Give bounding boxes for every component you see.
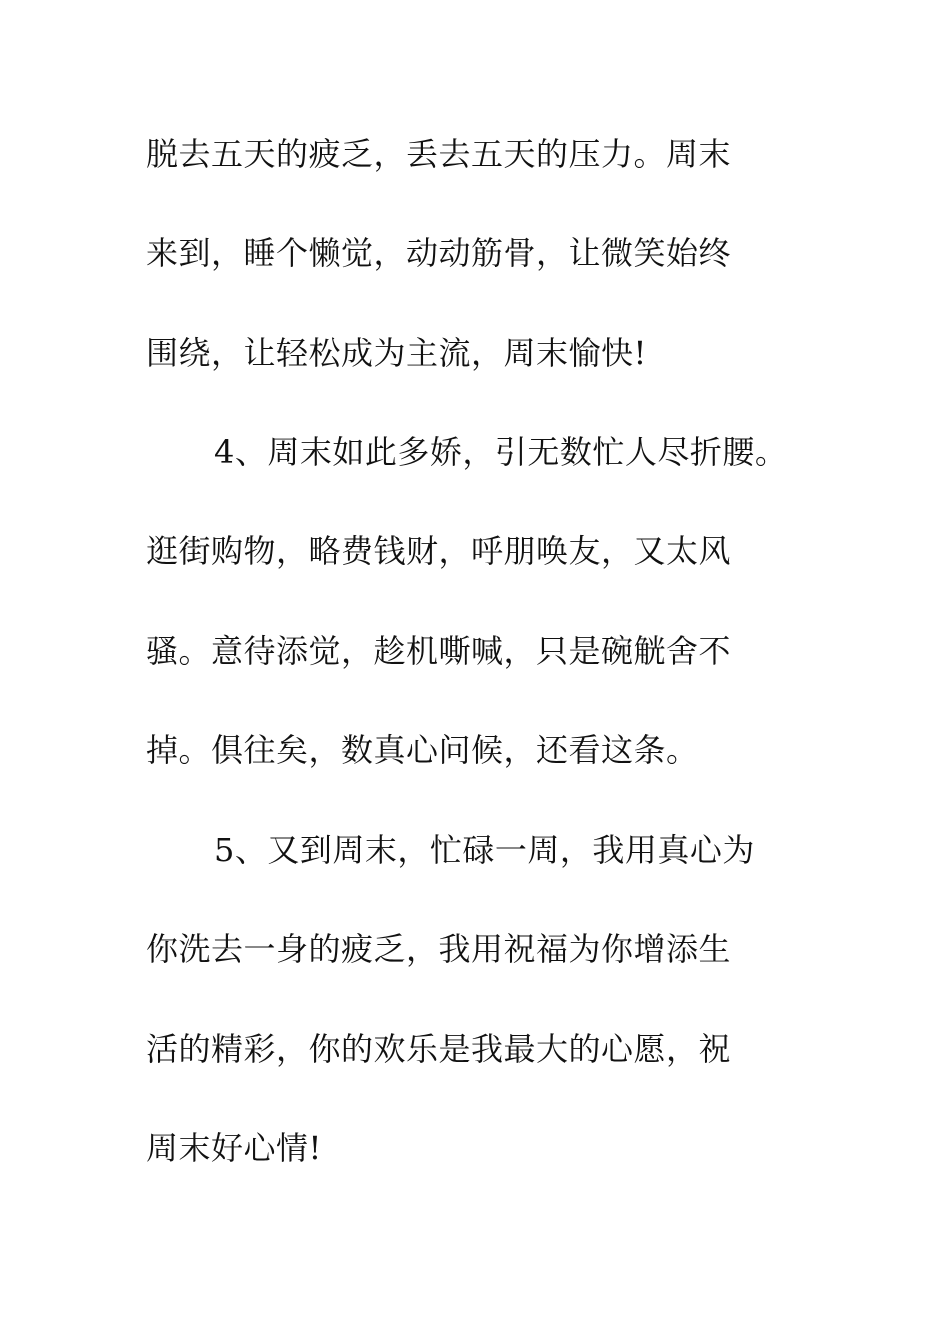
text-line: 掉。俱往矣，数真心问候，还看这条。 — [146, 731, 699, 769]
paragraph-4-first-line: 4、周末如此多娇，引无数忙人尽折腰。 — [214, 433, 788, 471]
text-line: 围绕，让轻松成为主流，周末愉快! — [146, 334, 647, 372]
text-line: 脱去五天的疲乏，丢去五天的压力。周末 — [146, 135, 732, 173]
text-line: 周末好心情! — [146, 1129, 322, 1167]
text-line: 你洗去一身的疲乏，我用祝福为你增添生 — [146, 930, 732, 968]
text-line: 活的精彩，你的欢乐是我最大的心愿，祝 — [146, 1030, 732, 1068]
text-line: 来到，睡个懒觉，动动筋骨，让微笑始终 — [146, 234, 732, 272]
text-line: 逛街购物，略费钱财，呼朋唤友，又太风 — [146, 532, 732, 570]
text-line: 骚。意待添觉，趁机嘶喊，只是碗觥舍不 — [146, 632, 732, 670]
paragraph-5-first-line: 5、又到周末，忙碌一周，我用真心为 — [214, 831, 755, 869]
